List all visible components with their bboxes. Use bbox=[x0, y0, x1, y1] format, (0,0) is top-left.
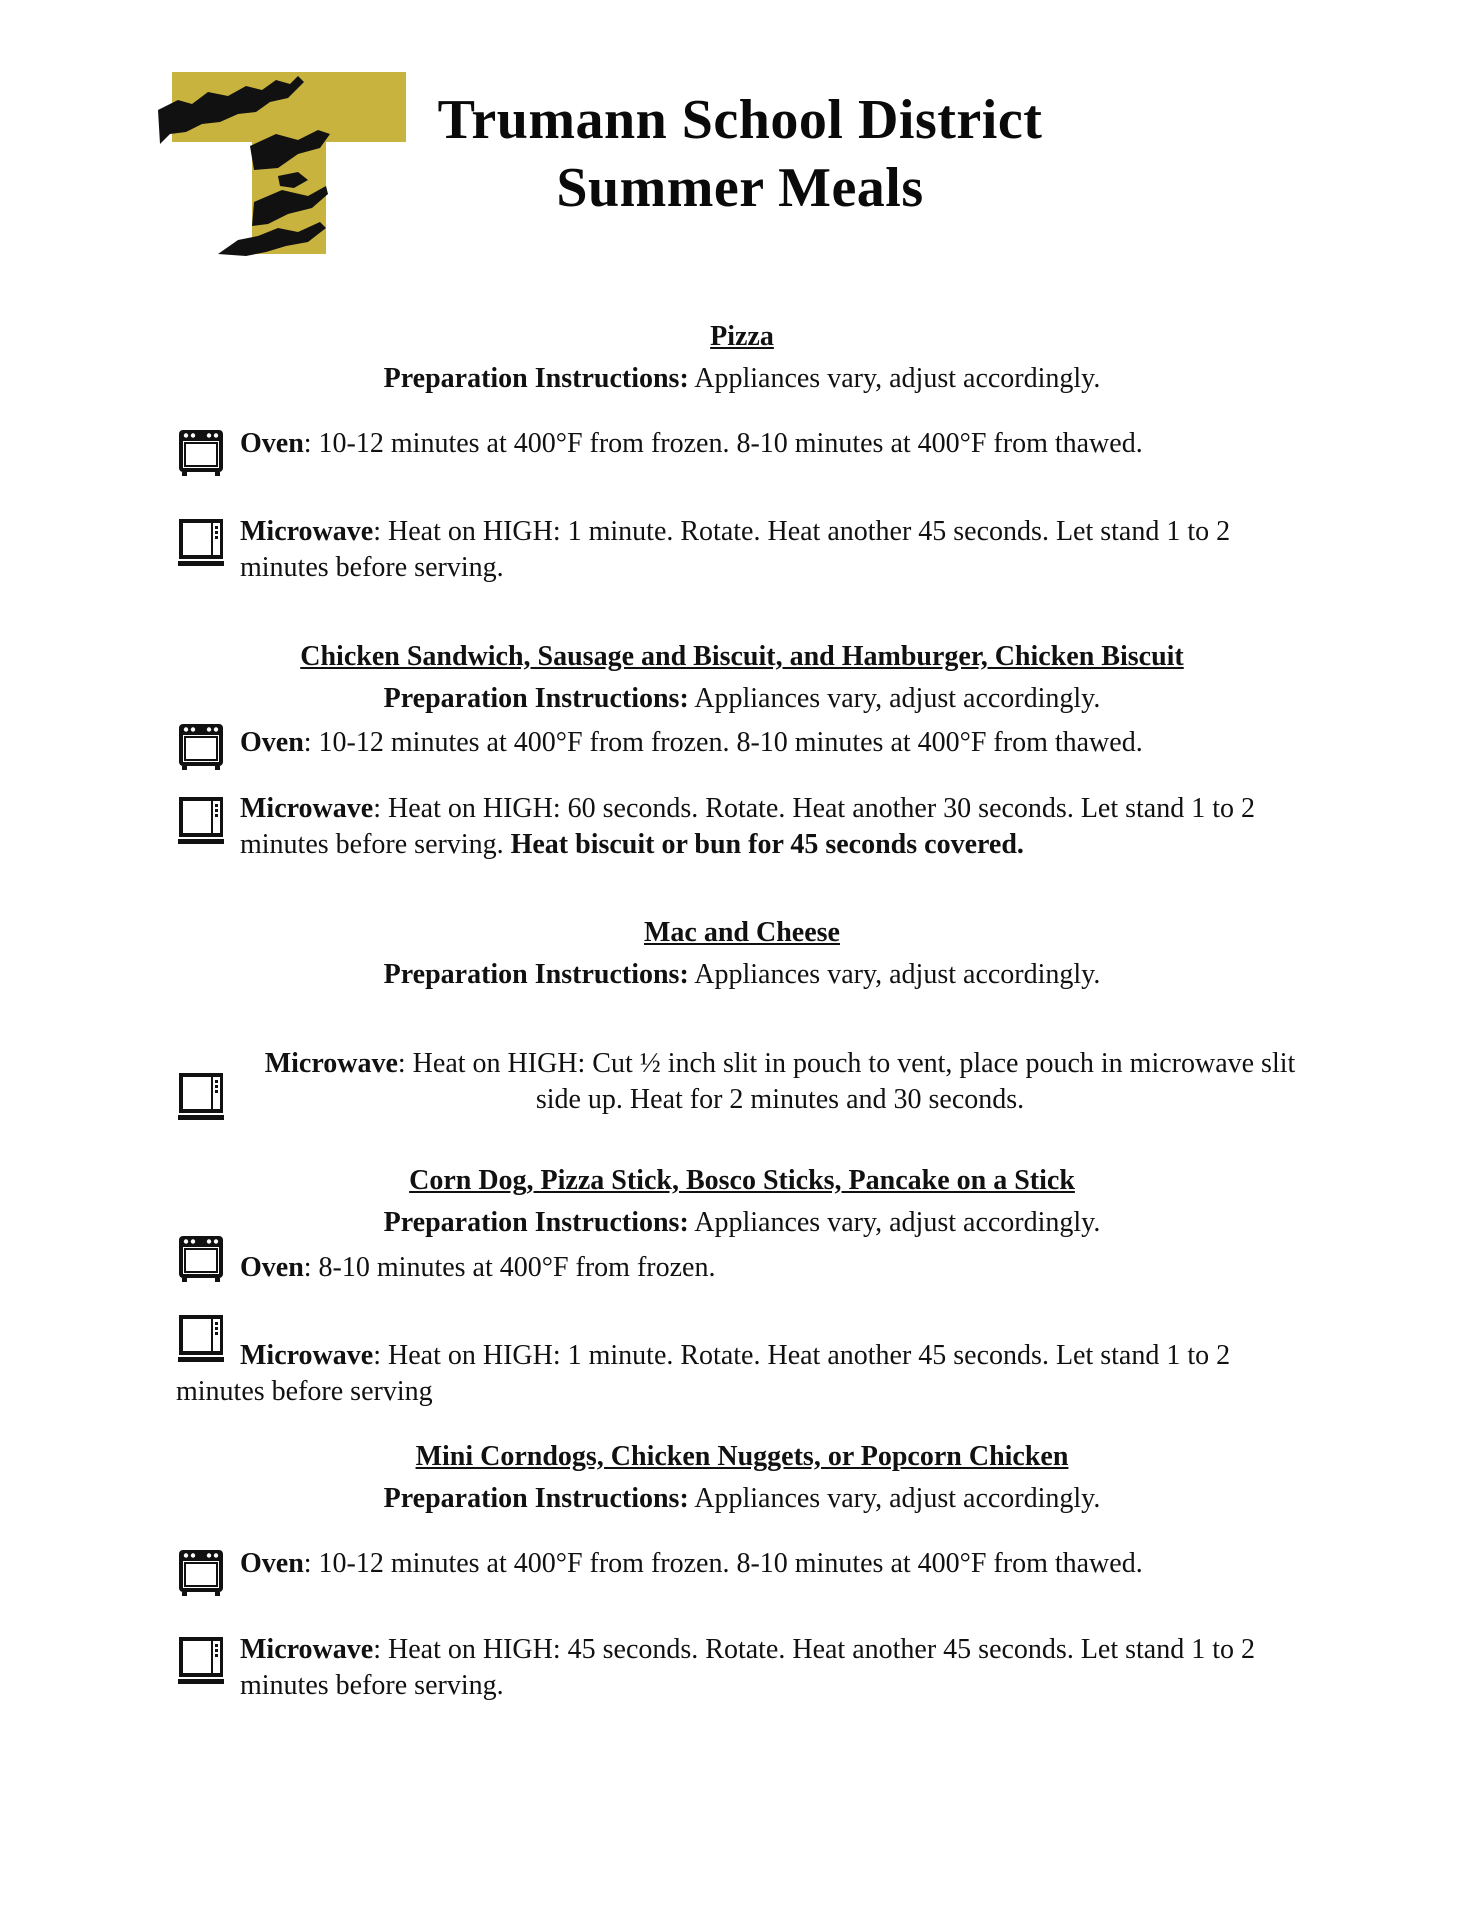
microwave-instruction bbox=[258, 1046, 1302, 1118]
microwave-icon bbox=[176, 1634, 226, 1686]
prep-label: Preparation Instructions: bbox=[383, 363, 689, 394]
prep-instructions bbox=[0, 1482, 1484, 1516]
page-title bbox=[380, 86, 1100, 222]
microwave-instruction bbox=[176, 1338, 1300, 1410]
prep-text: Appliances vary, adjust accordingly. bbox=[688, 683, 1101, 714]
microwave-icon bbox=[176, 794, 226, 846]
oven-label: Oven bbox=[240, 1548, 304, 1579]
oven-label: Oven bbox=[240, 1252, 304, 1283]
oven-icon bbox=[176, 720, 226, 772]
section-heading-chicken-sandwich: Chicken Sandwich, Sausage and Biscuit, and Hamburger, Chicken Biscuit bbox=[300, 641, 1184, 672]
prep-text: Appliances vary, adjust accordingly. bbox=[688, 959, 1101, 990]
prep-label: Preparation Instructions: bbox=[383, 1207, 689, 1238]
microwave-instruction bbox=[240, 1632, 1306, 1704]
prep-label: Preparation Instructions: bbox=[383, 959, 689, 990]
oven-icon bbox=[176, 426, 226, 478]
oven-label: Oven bbox=[240, 727, 304, 758]
logo-t-graphic bbox=[158, 72, 406, 256]
oven-instruction bbox=[240, 725, 1143, 761]
microwave-text: : Heat on HIGH: 45 seconds. Rotate. Heat another 45 seconds. Let stand 1 to 2 minutes before serving. bbox=[240, 1634, 1256, 1701]
microwave-instruction bbox=[240, 791, 1300, 863]
microwave-bold-note: Heat biscuit or bun for 45 seconds covered. bbox=[510, 829, 1024, 860]
oven-instruction bbox=[240, 426, 1143, 462]
microwave-icon bbox=[176, 516, 226, 568]
oven-instruction bbox=[240, 1546, 1143, 1582]
oven-label: Oven bbox=[240, 428, 304, 459]
oven-icon bbox=[176, 1232, 226, 1284]
prep-text: Appliances vary, adjust accordingly. bbox=[688, 1483, 1101, 1514]
microwave-instruction bbox=[240, 514, 1300, 586]
oven-icon bbox=[176, 1546, 226, 1598]
oven-text: : 10-12 minutes at 400°F from frozen. 8-10 minutes at 400°F from thawed. bbox=[303, 428, 1143, 459]
microwave-label: Microwave bbox=[240, 1634, 374, 1665]
title-line-2: Summer Meals bbox=[556, 157, 924, 219]
microwave-text: : Heat on HIGH: 1 minute. Rotate. Heat another 45 seconds. Let stand 1 to 2 minutes before serving bbox=[176, 1340, 1231, 1407]
microwave-label: Microwave bbox=[240, 793, 374, 824]
title-line-1: Trumann School District bbox=[437, 89, 1043, 151]
oven-instruction bbox=[240, 1250, 715, 1286]
prep-instructions bbox=[0, 362, 1484, 396]
prep-text: Appliances vary, adjust accordingly. bbox=[688, 363, 1101, 394]
microwave-label: Microwave bbox=[240, 1340, 374, 1371]
prep-instructions bbox=[0, 958, 1484, 992]
oven-text: : 8-10 minutes at 400°F from frozen. bbox=[303, 1252, 716, 1283]
microwave-text: : Heat on HIGH: Cut ½ inch slit in pouch to vent, place pouch in microwave slit side up. Heat for 2 minutes and 30 seconds. bbox=[397, 1048, 1296, 1115]
section-heading-mac-and-cheese: Mac and Cheese bbox=[644, 917, 840, 948]
district-logo bbox=[158, 72, 406, 256]
microwave-icon bbox=[176, 1070, 226, 1122]
section-heading-pizza: Pizza bbox=[710, 321, 774, 352]
prep-label: Preparation Instructions: bbox=[383, 1483, 689, 1514]
section-heading-mini-corndogs: Mini Corndogs, Chicken Nuggets, or Popcorn Chicken bbox=[415, 1441, 1069, 1472]
microwave-text: : Heat on HIGH: 60 seconds. Rotate. Heat another 30 seconds. Let stand 1 to 2 minutes before serving. bbox=[240, 793, 1256, 860]
section-heading-corn-dog: Corn Dog, Pizza Stick, Bosco Sticks, Pancake on a Stick bbox=[409, 1165, 1075, 1196]
prep-text: Appliances vary, adjust accordingly. bbox=[688, 1207, 1101, 1238]
microwave-text: : Heat on HIGH: 1 minute. Rotate. Heat another 45 seconds. Let stand 1 to 2 minutes before serving. bbox=[240, 516, 1231, 583]
microwave-label: Microwave bbox=[240, 516, 374, 547]
microwave-label: Microwave bbox=[264, 1048, 398, 1079]
prep-label: Preparation Instructions: bbox=[383, 683, 689, 714]
oven-text: : 10-12 minutes at 400°F from frozen. 8-10 minutes at 400°F from thawed. bbox=[303, 727, 1143, 758]
oven-text: : 10-12 minutes at 400°F from frozen. 8-10 minutes at 400°F from thawed. bbox=[303, 1548, 1143, 1579]
prep-instructions bbox=[0, 682, 1484, 716]
